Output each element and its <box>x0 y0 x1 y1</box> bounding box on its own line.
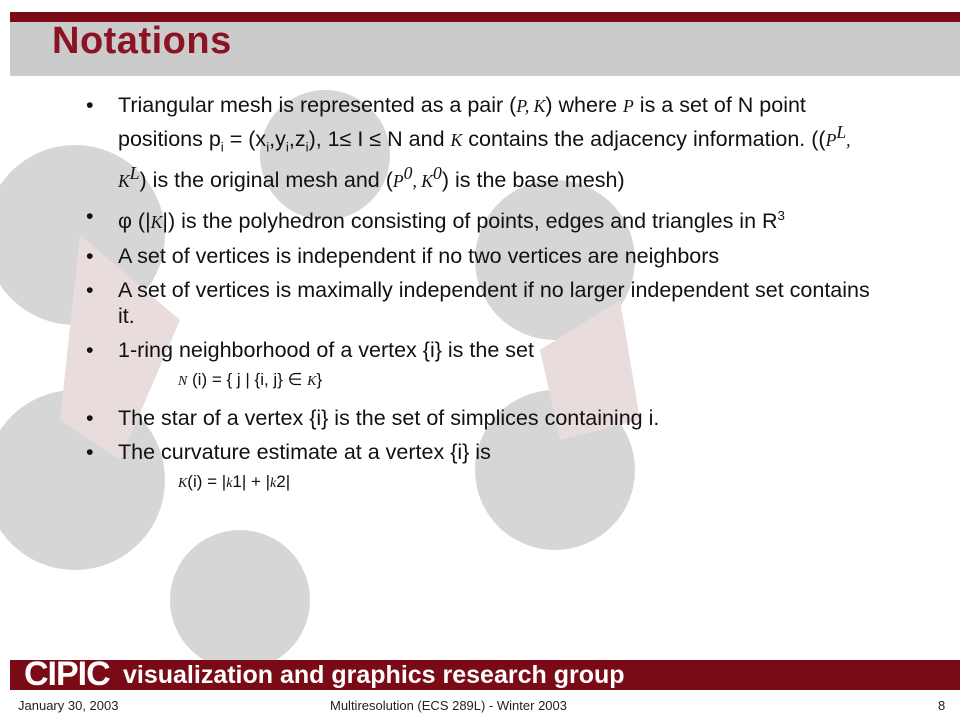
bullet-item: • The curvature estimate at a vertex {i} is <box>86 439 491 464</box>
bullet-item: • φ (|K|) is the polyhedron consisting of points, edges and triangles in $R^3$ <box>86 203 785 233</box>
bullet-list <box>80 92 880 507</box>
bullet-item: • The star of a vertex {i} is the set of simplices containing i. <box>86 405 660 430</box>
neighborhood-formula: N (i) = { j | {i, j} ∈ K} <box>178 369 323 389</box>
bullet-item: • A set of vertices is independent if no two vertices are neighbors <box>86 243 720 268</box>
bullet-item: • 1-ring neighborhood of a vertex {i} is the set <box>86 337 534 362</box>
bullet-item: • Triangular mesh is represented as a pair (P, K) where P is a set of N point positions $p_i = (x_i,y_i,z_i)$, 1≤ I ≤ N and K contains the adjacency information. (($P^L$, $K^L$) is the original mesh and ($P^0$, $K^0$) is the base mesh) <box>86 93 851 193</box>
curvature-formula: K(i) = |k1| + |k2| <box>178 471 291 491</box>
cipic-logo: CIPIC <box>24 655 110 693</box>
footer-course: Multiresolution (ECS 289L) - Winter 2003 <box>330 698 567 713</box>
group-name: visualization and graphics research group <box>123 661 625 689</box>
bullet-item: • A set of vertices is maximally independent if no larger independent set contains it. <box>86 277 870 328</box>
page-number: 8 <box>938 698 946 713</box>
footer-date: January 30, 2003 <box>18 698 119 713</box>
slide-title: Notations <box>52 20 232 62</box>
